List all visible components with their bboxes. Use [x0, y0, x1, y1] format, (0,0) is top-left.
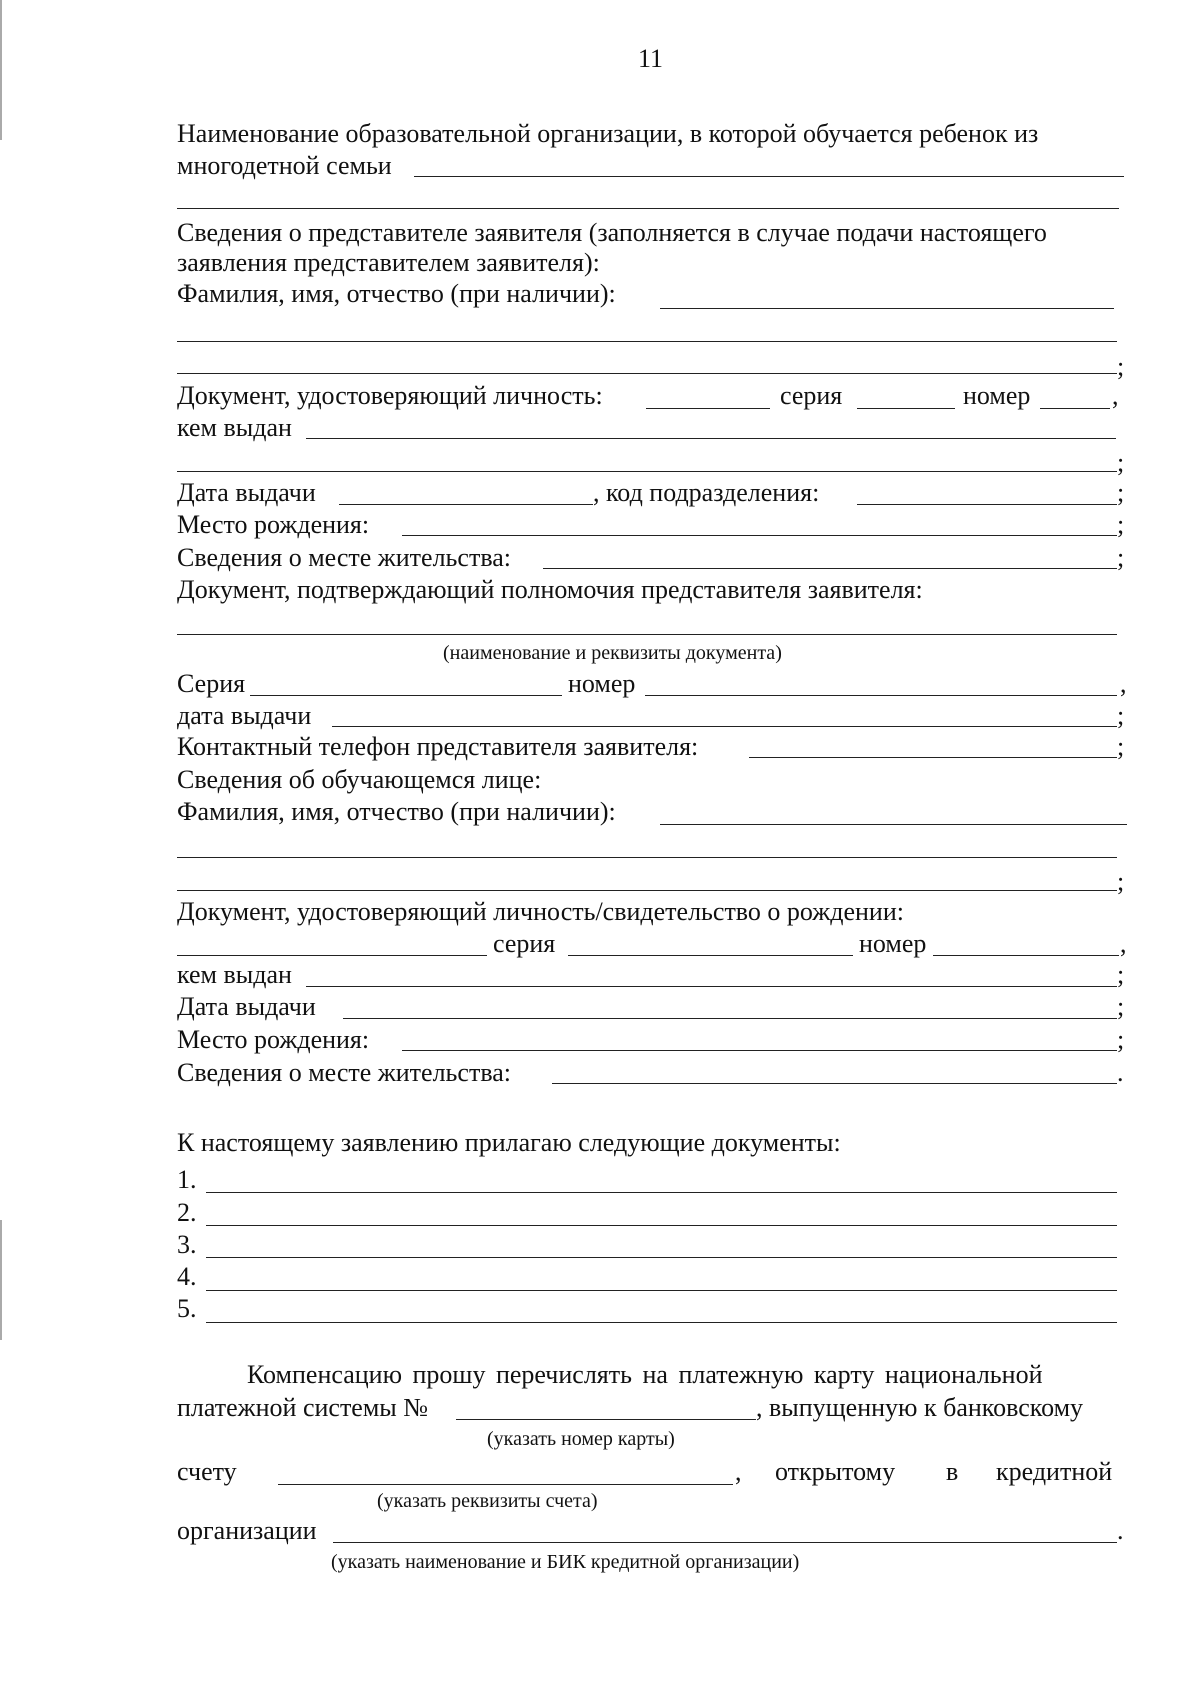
bank-field[interactable]	[333, 1520, 1117, 1543]
rep-issue-date2-field[interactable]	[332, 704, 1117, 727]
account-field[interactable]	[278, 1462, 733, 1485]
rep-number2-label: номер	[568, 669, 636, 698]
rep-issue-date2-label: дата выдачи	[177, 701, 312, 730]
student-number-field[interactable]	[933, 933, 1119, 956]
semicolon: ;	[1117, 510, 1125, 539]
rep-doc-label: Документ, удостоверяющий личность:	[177, 381, 603, 410]
semicolon: ;	[1117, 448, 1125, 477]
attachment-number: 1.	[177, 1165, 197, 1194]
semicolon: ;	[1117, 543, 1125, 572]
rep-intro-line2: заявления представителем заявителя):	[177, 248, 600, 277]
org-label-line2: многодетной семьи	[177, 151, 392, 180]
period: .	[1117, 1516, 1124, 1545]
comma: ,	[1120, 669, 1127, 698]
semicolon: ;	[1117, 960, 1125, 989]
rep-fio-field-2[interactable]	[177, 319, 1117, 342]
rep-number-label: номер	[963, 381, 1031, 410]
payment-account-word: счету	[177, 1457, 237, 1486]
page-number: 11	[638, 44, 664, 73]
rep-fio-field-3[interactable]	[177, 351, 1117, 374]
rep-doc-type-field[interactable]	[646, 386, 770, 409]
semicolon: ;	[1117, 732, 1125, 761]
org-name-field[interactable]	[414, 154, 1124, 177]
rep-series2-field[interactable]	[250, 673, 562, 696]
student-series-field[interactable]	[568, 933, 853, 956]
student-fio-field-3[interactable]	[177, 868, 1117, 891]
card-number-field[interactable]	[456, 1397, 756, 1420]
semicolon: ;	[1117, 701, 1125, 730]
payment-line1: Компенсацию прошу перечислять на платежную карту национальной	[247, 1360, 1043, 1389]
attachment-field-3[interactable]	[206, 1235, 1117, 1258]
student-fio-field-2[interactable]	[177, 835, 1117, 858]
rep-dept-code-label: , код подразделения:	[593, 478, 820, 507]
comma: ,	[735, 1457, 742, 1486]
student-fio-label: Фамилия, имя, отчество (при наличии):	[177, 797, 616, 826]
attachments-header: К настоящему заявлению прилагаю следующие документы:	[177, 1128, 841, 1157]
rep-residence-label: Сведения о месте жительства:	[177, 543, 512, 572]
student-issued-by-label: кем выдан	[177, 960, 292, 989]
student-residence-label: Сведения о месте жительства:	[177, 1058, 512, 1087]
student-issue-date-field[interactable]	[343, 996, 1117, 1019]
account-caption: (указать реквизиты счета)	[377, 1490, 598, 1512]
semicolon: ;	[1117, 352, 1125, 381]
scan-edge-mark	[0, 1220, 2, 1340]
rep-issued-by-label: кем выдан	[177, 413, 292, 442]
attachment-number: 2.	[177, 1198, 197, 1227]
student-series-label: серия	[493, 929, 556, 958]
attachment-number: 4.	[177, 1262, 197, 1291]
rep-authority-doc-field[interactable]	[177, 612, 1117, 635]
rep-issued-by-field-2[interactable]	[177, 449, 1117, 472]
student-header: Сведения об обучающемся лице:	[177, 765, 542, 794]
student-doc-type-field[interactable]	[177, 933, 487, 956]
comma: ,	[1120, 929, 1127, 958]
student-birthplace-field[interactable]	[402, 1028, 1117, 1051]
rep-series-field[interactable]	[857, 386, 955, 409]
payment-line2a: платежной системы №	[177, 1393, 429, 1422]
rep-number-field[interactable]	[1040, 386, 1110, 409]
org-label-line1: Наименование образовательной организации, в которой обучается ребенок из	[177, 119, 1039, 148]
org-name-field-cont[interactable]	[177, 186, 1119, 209]
comma: ,	[1112, 381, 1119, 410]
student-number-label: номер	[859, 929, 927, 958]
payment-opened-word: открытому	[775, 1457, 896, 1486]
rep-authority-doc-label: Документ, подтверждающий полномочия представителя заявителя:	[177, 575, 923, 604]
scan-edge-mark	[0, 0, 2, 140]
bank-caption: (указать наименование и БИК кредитной организации)	[331, 1551, 800, 1573]
semicolon: ;	[1117, 867, 1125, 896]
student-fio-field[interactable]	[660, 802, 1127, 825]
rep-issue-date-field[interactable]	[339, 482, 593, 505]
card-number-caption: (указать номер карты)	[487, 1428, 675, 1450]
payment-in-word: в	[946, 1457, 959, 1486]
attachment-field-4[interactable]	[206, 1268, 1117, 1291]
payment-credit-word: кредитной	[996, 1457, 1113, 1486]
attachment-number: 5.	[177, 1294, 197, 1323]
payment-line2b: , выпущенную к банковскому	[756, 1393, 1084, 1422]
student-issue-date-label: Дата выдачи	[177, 992, 316, 1021]
rep-residence-field[interactable]	[543, 546, 1117, 569]
rep-birthplace-label: Место рождения:	[177, 510, 370, 539]
attachment-field-2[interactable]	[206, 1203, 1117, 1226]
attachment-field-5[interactable]	[206, 1300, 1117, 1323]
student-doc-label: Документ, удостоверяющий личность/свидетельство о рождении:	[177, 897, 904, 926]
rep-number2-field[interactable]	[645, 673, 1117, 696]
rep-birthplace-field[interactable]	[402, 513, 1117, 536]
rep-fio-label: Фамилия, имя, отчество (при наличии):	[177, 279, 616, 308]
semicolon: ;	[1117, 1025, 1125, 1054]
rep-dept-code-field[interactable]	[857, 482, 1117, 505]
attachment-number: 3.	[177, 1230, 197, 1259]
period: .	[1117, 1058, 1124, 1087]
rep-authority-doc-caption: (наименование и реквизиты документа)	[443, 642, 782, 664]
rep-issued-by-field[interactable]	[306, 416, 1116, 439]
rep-intro-line1: Сведения о представителе заявителя (заполняется в случае подачи настоящего	[177, 218, 1047, 247]
rep-issue-date-label: Дата выдачи	[177, 478, 316, 507]
rep-fio-field[interactable]	[660, 286, 1114, 309]
student-birthplace-label: Место рождения:	[177, 1025, 370, 1054]
payment-organization-word: организации	[177, 1516, 317, 1545]
student-residence-field[interactable]	[552, 1061, 1117, 1084]
rep-series-label: серия	[780, 381, 843, 410]
semicolon: ;	[1117, 992, 1125, 1021]
semicolon: ;	[1117, 478, 1125, 507]
rep-phone-field[interactable]	[749, 735, 1117, 758]
attachment-field-1[interactable]	[206, 1170, 1117, 1193]
student-issued-by-field[interactable]	[306, 964, 1117, 987]
rep-series2-label: Серия	[177, 669, 246, 698]
rep-phone-label: Контактный телефон представителя заявителя:	[177, 732, 699, 761]
